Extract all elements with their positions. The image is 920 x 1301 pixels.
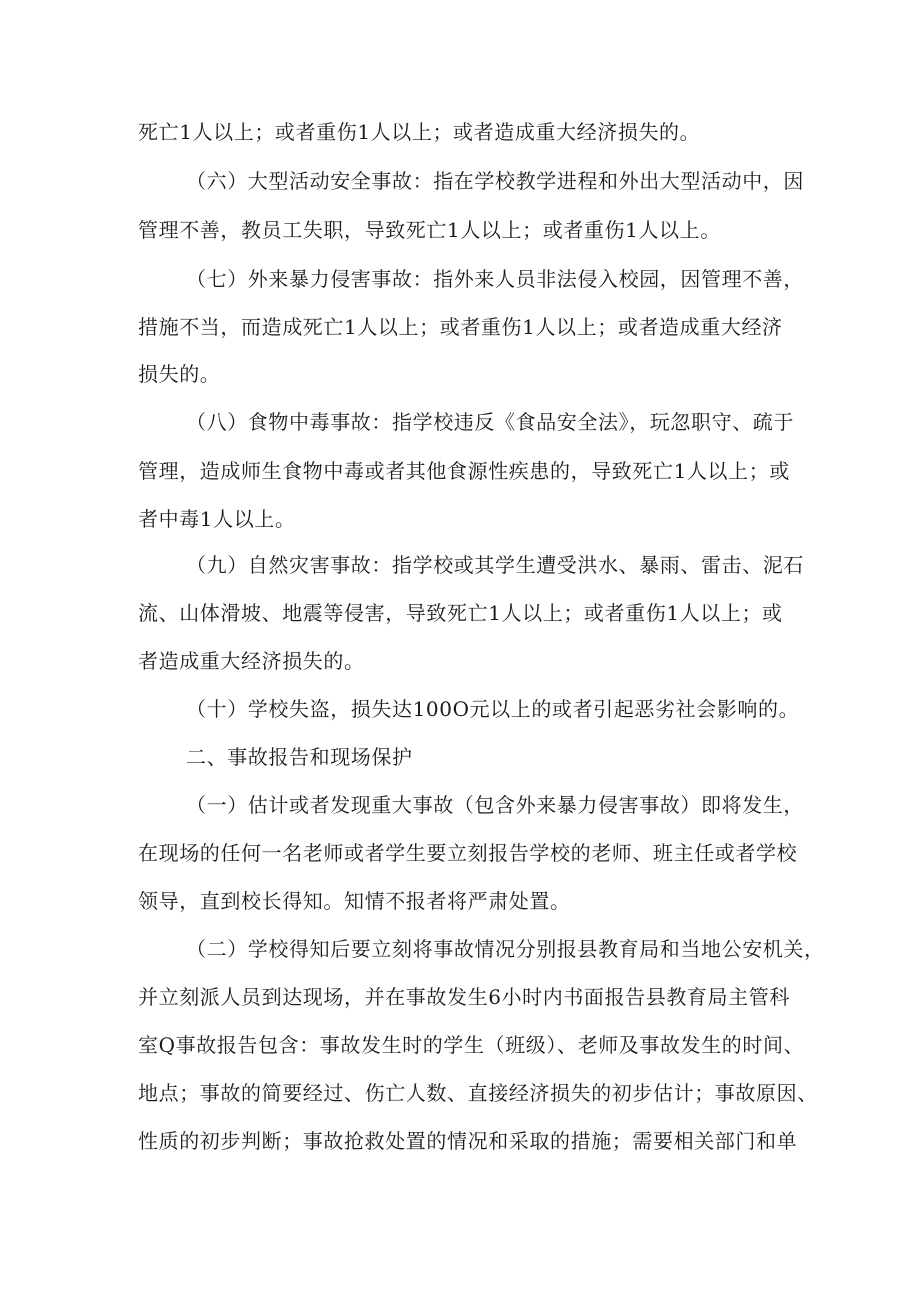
paragraph-start-line: （九）自然灾害事故：指学校或其学生遭受洪水、暴雨、雷击、泥石: [186, 553, 804, 577]
paragraph-start-line: （一）估计或者发现重大事故（包含外来暴力侵害事故）即将发生，: [186, 793, 804, 817]
text-line: 损失的。: [138, 362, 221, 386]
text-line: 地点；事故的简要经过、伤亡人数、直接经济损失的初步估计；事故原因、: [138, 1081, 818, 1105]
text-line: 者造成重大经济损失的。: [138, 649, 365, 673]
paragraph-start-line: （八）食物中毒事故：指学校违反《食品安全法》，玩忽职守、疏于: [186, 410, 794, 434]
text-line: 在现场的任何一名老师或者学生要立刻报告学校的老师、班主任或者学校: [138, 841, 798, 865]
paragraph-start-line: （十）学校失盗，损失达100O元以上的或者引起恶劣社会影响的。: [186, 697, 800, 721]
text-line: 流、山体滑坡、地震等侵害，导致死亡1人以上；或者重伤1人以上；或: [138, 601, 783, 625]
section-heading: 二、事故报告和现场保护: [186, 745, 413, 769]
paragraph-start-line: （二）学校得知后要立刻将事故情况分别报县教育局和当地公安机关，: [186, 937, 825, 961]
text-line: 室Q事故报告包含：事故发生时的学生（班级）、老师及事故发生的时间、: [138, 1033, 805, 1057]
text-line: 性质的初步判断；事故抢救处置的情况和采取的措施；需要相关部门和单: [138, 1129, 798, 1153]
text-line: 管理不善，教员工失职，导致死亡1人以上；或者重伤1人以上。: [138, 218, 721, 242]
text-line: 者中毒1人以上。: [138, 507, 296, 531]
paragraph-start-line: （六）大型活动安全事故：指在学校教学进程和外出大型活动中，因: [186, 169, 804, 193]
text-line: 措施不当，而造成死亡1人以上；或者重伤1人以上；或者造成重大经济: [138, 315, 783, 339]
text-line: 领导，直到校长得知。知情不报者将严肃处置。: [138, 889, 571, 913]
text-line: 死亡1人以上；或者重伤1人以上；或者造成重大经济损失的。: [138, 120, 701, 144]
text-line: 并立刻派人员到达现场，并在事故发生6小时内书面报告县教育局主管科: [138, 985, 790, 1009]
text-line: 管理，造成师生食物中毒或者其他食源性疾患的，导致死亡1人以上；或: [138, 459, 790, 483]
paragraph-start-line: （七）外来暴力侵害事故：指外来人员非法侵入校园，因管理不善，: [186, 267, 804, 291]
